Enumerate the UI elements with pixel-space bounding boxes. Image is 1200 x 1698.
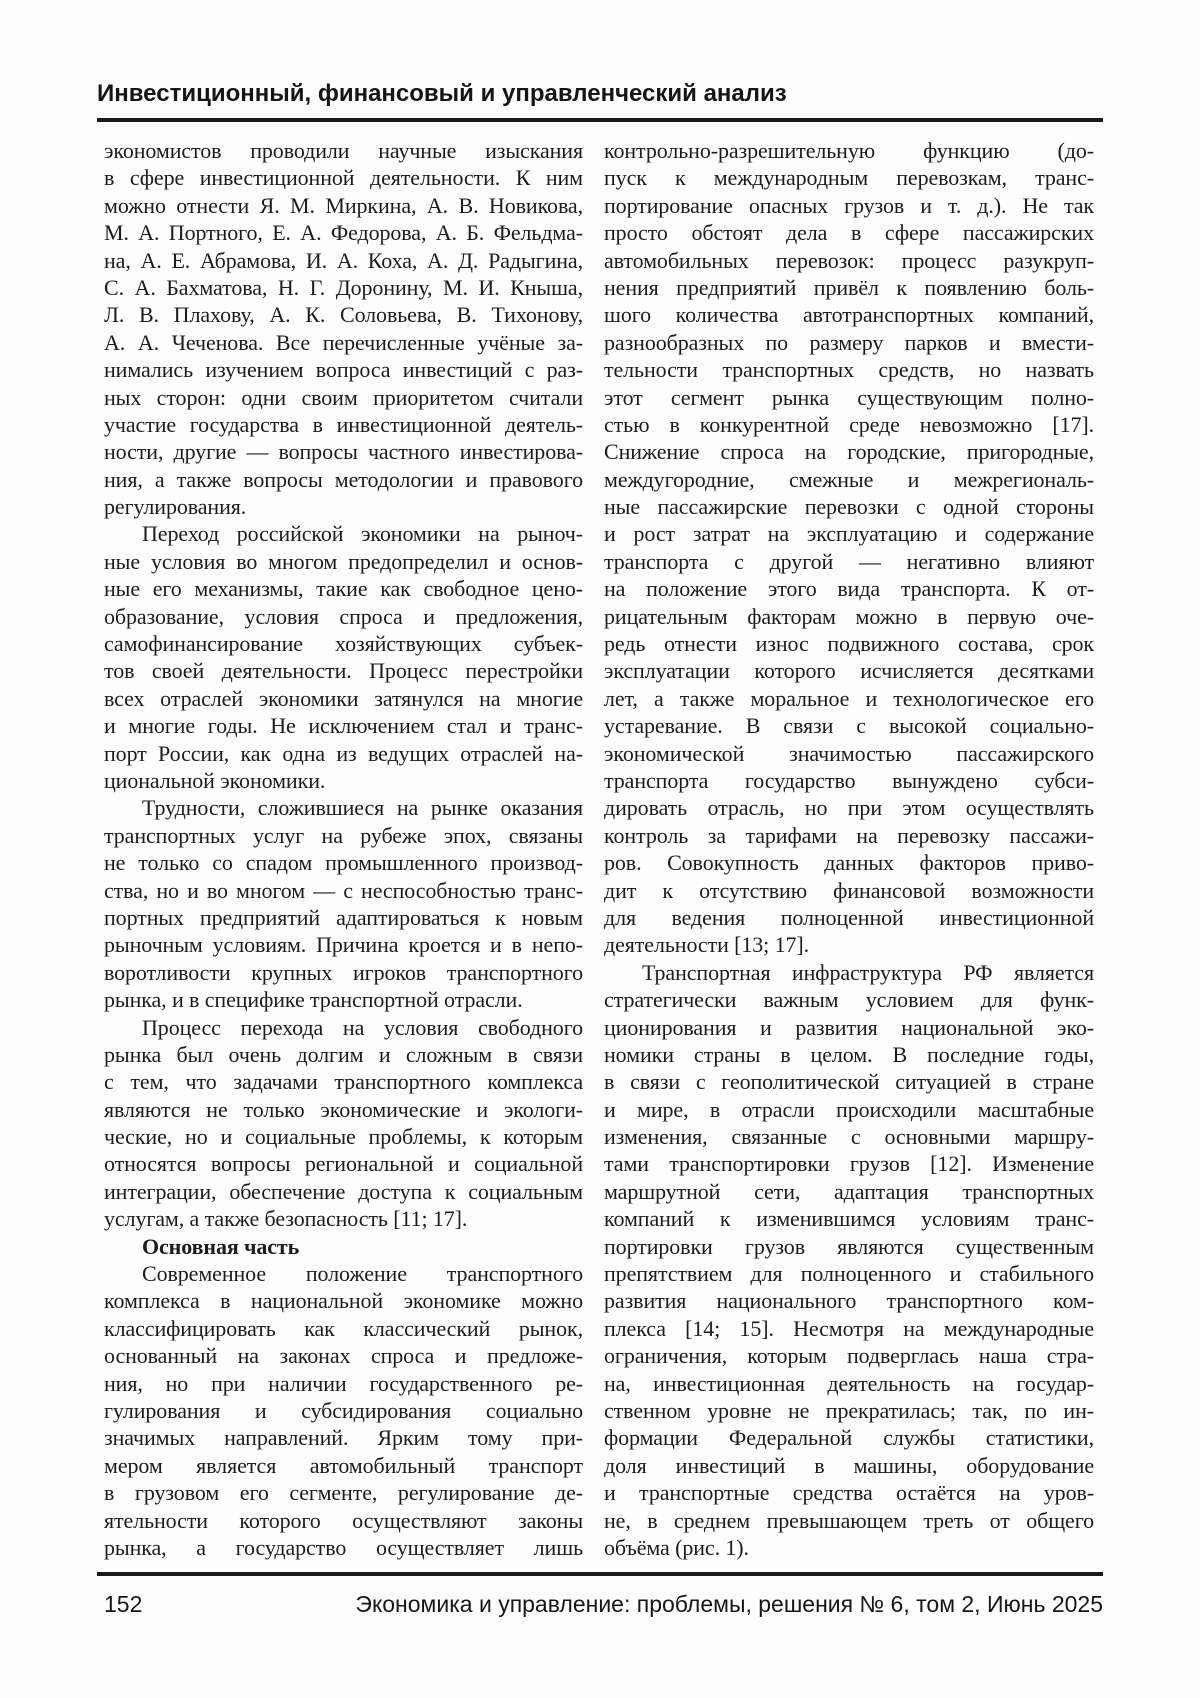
text-line: основанный на законах спроса и предложе- <box>104 1343 583 1369</box>
text-line: порт России, как одна из ведущих отраслей на- <box>104 740 583 766</box>
text-line: объёма (рис. 1). <box>604 1534 749 1560</box>
text-line: участие государства в инвестиционной деятель- <box>104 411 583 437</box>
text-line: ных сторон: одни своим приоритетом считали <box>104 384 583 410</box>
text-line: транспорта с другой — негативно влияют <box>604 548 1094 574</box>
text-line: ционирования и развития национальной эко- <box>604 1014 1094 1040</box>
text-line: комплекса в национальной экономике можно <box>104 1288 583 1314</box>
text-line: эксплуатации которого исчисляется десятками <box>604 658 1094 684</box>
text-line: Транспортная инфраструктура РФ является <box>642 959 1094 985</box>
text-line: регулирования. <box>104 494 247 520</box>
text-line: устаревание. В связи с высокой социально- <box>604 713 1094 739</box>
text-line: на, А. Е. Абрамова, И. А. Коха, А. Д. Радыгина, <box>104 247 583 273</box>
text-line: тами транспортировки грузов [12]. Изменение <box>604 1151 1094 1177</box>
text-line: С. А. Бахматова, Н. Г. Доронину, М. И. Кныша, <box>104 274 583 300</box>
text-line: являются не только экономические и экологи- <box>104 1096 583 1122</box>
text-line: стью в конкурентной среде невозможно [17]. <box>604 411 1094 437</box>
text-line: не только со спадом промышленного производ- <box>104 850 583 876</box>
text-line: дировать отрасль, но при этом осуществлять <box>604 795 1094 821</box>
text-line: стратегически важным условием для функ- <box>604 987 1094 1013</box>
text-line: плекса [14; 15]. Несмотря на международные <box>604 1315 1094 1341</box>
text-line: контроль за тарифами на перевозку пассажи- <box>604 822 1094 848</box>
text-line: компаний к изменившимся условиям транс- <box>604 1206 1094 1232</box>
text-line: номики страны в целом. В последние годы, <box>604 1041 1094 1067</box>
text-line: препятствием для полноценного и стабильного <box>604 1261 1094 1287</box>
text-line: М. А. Портного, Е. А. Федорова, А. Б. Фельдма- <box>104 220 583 246</box>
section-heading-line: Основная часть <box>142 1233 300 1259</box>
text-line: можно отнести Я. М. Миркина, А. В. Новикова, <box>104 192 583 218</box>
text-line: значимых направлений. Ярким тому при- <box>104 1425 583 1451</box>
text-line: ные условия во многом предопределил и основ- <box>104 548 583 574</box>
text-line: редь отнести износ подвижного состава, срок <box>604 631 1094 657</box>
text-line: ограничения, которым подверглась наша стра- <box>604 1343 1094 1369</box>
text-line: в грузовом его сегменте, регулирование де- <box>104 1480 583 1506</box>
footer-rule <box>97 1572 1103 1576</box>
text-line: портных предприятий адаптироваться к новым <box>104 904 583 930</box>
text-line: в связи с геополитической ситуацией в стране <box>604 1069 1094 1095</box>
text-line: ственном уровне не прекратилась; так, по ин- <box>604 1397 1094 1423</box>
text-line: самофинансирование хозяйствующих субъек- <box>104 631 583 657</box>
text-line: рыночным условиям. Причина кроется и в непо- <box>104 932 583 958</box>
text-line: образование, условия спроса и предложения, <box>104 603 583 629</box>
text-line: Переход российской экономики на рыноч- <box>142 521 583 547</box>
text-line: формации Федеральной службы статистики, <box>604 1425 1094 1451</box>
text-line: для ведения полноценной инвестиционной <box>604 904 1094 930</box>
text-line: и транспортные средства остаётся на уров- <box>604 1480 1094 1506</box>
text-line: ятельности которого осуществляют законы <box>104 1507 583 1533</box>
text-line: рынка, а государство осуществляет лишь <box>104 1534 583 1560</box>
text-line: Снижение спроса на городские, пригородные, <box>604 439 1094 465</box>
text-line: на, инвестиционная деятельность на государ- <box>604 1370 1094 1396</box>
text-line: ров. Совокупность данных факторов приво- <box>604 850 1094 876</box>
page-number: 152 <box>104 1591 143 1617</box>
text-line: доля инвестиций в машины, оборудование <box>604 1452 1094 1478</box>
text-line: деятельности [13; 17]. <box>604 932 810 958</box>
header-rule <box>97 118 1103 122</box>
text-line: междугородние, смежные и межрегиональ- <box>604 466 1094 492</box>
running-head: Инвестиционный, финансовый и управленческий анализ <box>97 80 787 107</box>
text-line: А. А. Чеченова. Все перечисленные учёные за- <box>104 329 583 355</box>
text-line: тов своей деятельности. Процесс перестройки <box>104 658 583 684</box>
text-line: с тем, что задачами транспортного комплекса <box>104 1069 583 1095</box>
text-line: шого количества автотранспортных компаний, <box>604 302 1094 328</box>
text-line: Современное положение транспортного <box>142 1261 583 1287</box>
text-line: относятся вопросы региональной и социальной <box>104 1151 583 1177</box>
text-line: циональной экономики. <box>104 767 326 793</box>
text-line: услугам, а также безопасность [11; 17]. <box>104 1206 468 1232</box>
text-line: не, в среднем превышающем треть от общего <box>604 1507 1094 1533</box>
text-line: лет, а также моральное и технологическое его <box>604 685 1094 711</box>
text-line: просто обстоят дела в сфере пассажирских <box>604 220 1094 246</box>
text-line: портировки грузов являются существенным <box>604 1233 1094 1259</box>
text-line: изменения, связанные с основными маршру- <box>604 1124 1094 1150</box>
text-line: ческие, но и социальные проблемы, к которым <box>104 1124 583 1150</box>
text-line: Л. В. Плахову, А. К. Соловьева, В. Тихонову, <box>104 302 583 328</box>
text-line: и рост затрат на эксплуатацию и содержание <box>604 521 1094 547</box>
text-line: и мире, в отрасли происходили масштабные <box>604 1096 1094 1122</box>
text-line: рицательным факторам можно в первую оче- <box>604 603 1094 629</box>
text-line: контрольно-разрешительную функцию (до- <box>604 138 1094 163</box>
text-line: всех отраслей экономики затянулся на многие <box>104 685 583 711</box>
text-line: развития национального транспортного ком- <box>604 1288 1094 1314</box>
text-line: гулирования и субсидирования социально <box>104 1397 583 1423</box>
text-line: экономической значимостью пассажирского <box>604 740 1094 766</box>
text-line: тельности транспортных средств, но назвать <box>604 357 1094 383</box>
text-line: экономистов проводили научные изыскания <box>104 138 583 163</box>
text-line: на положение этого вида транспорта. К от- <box>604 576 1094 602</box>
text-line: ные пассажирские перевозки с одной стороны <box>604 494 1094 520</box>
text-line: воротливости крупных игроков транспортного <box>104 959 583 985</box>
journal-title: Экономика и управление: проблемы, решения № 6, том 2, Июнь 2025 <box>355 1591 1103 1617</box>
text-line: рынка, и в специфике транспортной отрасли. <box>104 987 523 1013</box>
text-line: классифицировать как классический рынок, <box>104 1315 583 1341</box>
text-line: в сфере инвестиционной деятельности. К ним <box>104 165 583 191</box>
text-line: мером является автомобильный транспорт <box>104 1452 583 1478</box>
text-line: нения предприятий привёл к появлению боль- <box>604 274 1094 300</box>
text-line: разнообразных по размеру парков и вмести- <box>604 329 1094 355</box>
text-line: Трудности, сложившиеся на рынке оказания <box>142 795 583 821</box>
text-line: ния, а также вопросы методологии и правового <box>104 466 583 492</box>
text-line: транспорта государство вынуждено субси- <box>604 767 1094 793</box>
text-line: ности, другие — вопросы частного инвестирова- <box>104 439 583 465</box>
page-footer <box>97 1591 1103 1618</box>
text-line: портирование опасных грузов и т. д.). Не так <box>604 192 1094 218</box>
text-line: нимались изучением вопроса инвестиций с раз- <box>104 357 583 383</box>
text-line: пуск к международным перевозкам, транс- <box>604 165 1094 191</box>
text-line: ные его механизмы, такие как свободное цено- <box>104 576 583 602</box>
text-line: маршрутной сети, адаптация транспортных <box>604 1178 1094 1204</box>
text-line: транспортных услуг на рубеже эпох, связаны <box>104 822 583 848</box>
text-line: этот сегмент рынка существующим полно- <box>604 384 1094 410</box>
right-column <box>604 137 1094 1561</box>
text-line: и многие годы. Не исключением стал и транс- <box>104 713 583 739</box>
text-line: Процесс перехода на условия свободного <box>142 1014 583 1040</box>
text-line: ния, но при наличии государственного ре- <box>104 1370 583 1396</box>
text-line: рынка был очень долгим и сложным в связи <box>104 1041 583 1067</box>
text-line: дит к отсутствию финансовой возможности <box>604 877 1094 903</box>
text-line: интеграции, обеспечение доступа к социальным <box>104 1178 583 1204</box>
text-line: автомобильных перевозок: процесс разукруп- <box>604 247 1094 273</box>
left-column <box>104 137 583 1561</box>
text-line: ства, но и во многом — с неспособностью транс- <box>104 877 583 903</box>
